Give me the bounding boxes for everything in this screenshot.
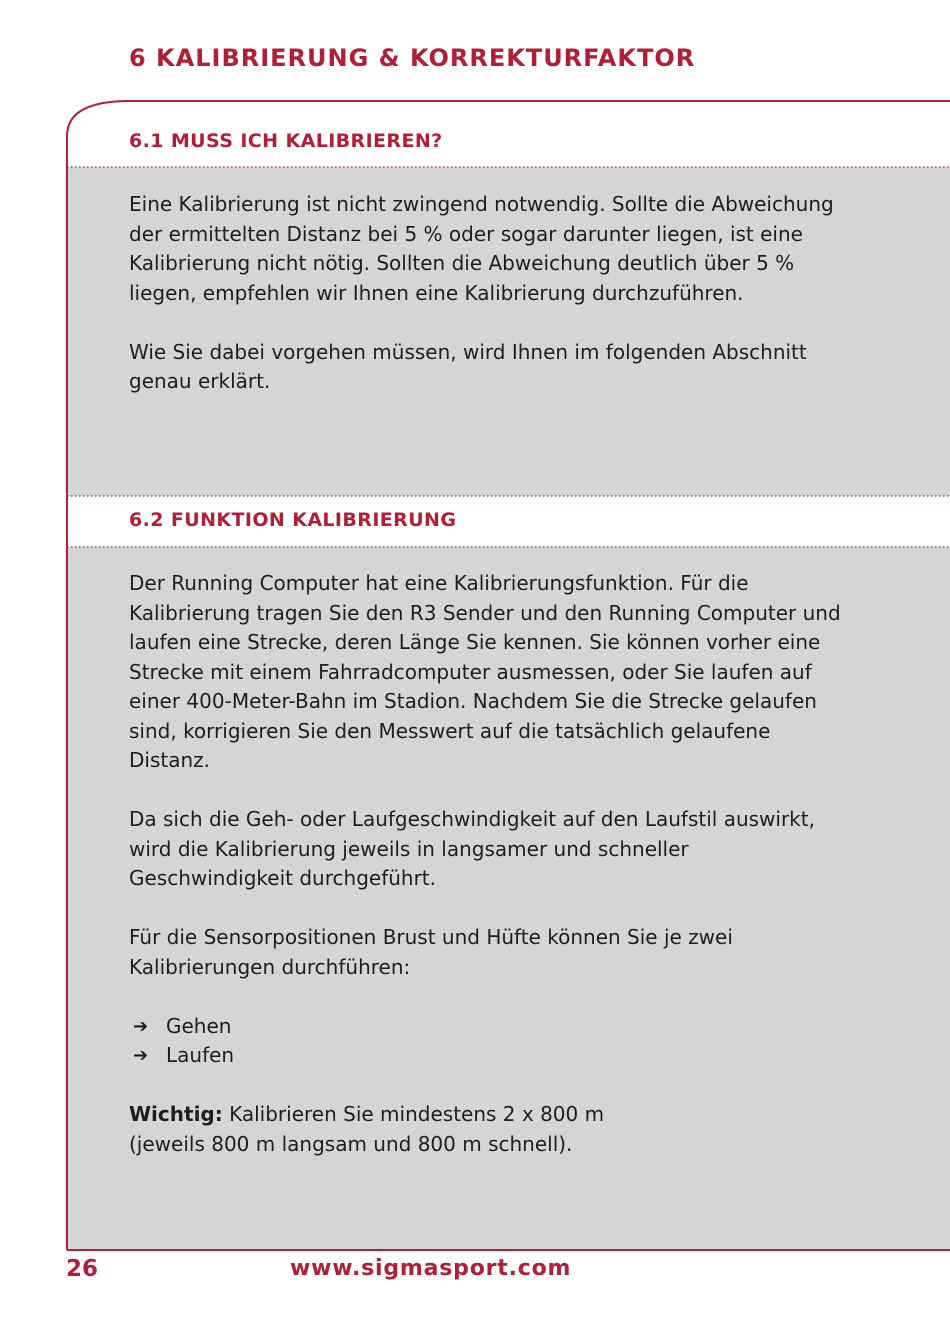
list-item-label: Laufen [166,1043,235,1067]
list-item-label: Gehen [166,1013,232,1038]
section1-body [129,190,849,426]
note-label: Wichtig: [129,1102,223,1126]
calibration-list [129,1012,849,1071]
section2-paragraph: Da sich die Geh- oder Laufgeschwindigkeit auf den Laufstil auswirkt, wird die Kalibrierung jeweils in langsamer und schneller Geschwindigkeit durchgeführt. [129,807,815,890]
section1-paragraph: Eine Kalibrierung ist nicht zwingend notwendig. Sollte die Abweichung der ermittelten Distanz bei 5 % oder sogar darunter liegen, ist eine Kalibrierung nicht nötig. Sollten die Abweichung deutlich über 5 % liegen, empfehlen wir Ihnen eine Kalibrierung durchzuführen. [129,192,834,305]
page-number: 26 [66,1256,99,1282]
arrow-right-icon: ➔ [133,1015,149,1037]
list-item [129,1041,849,1071]
section2-body [129,569,849,1189]
note-line1: Kalibrieren Sie mindestens 2 x 800 m [222,1102,605,1126]
section2-heading: 6.2 FUNKTION KALIBRIERUNG [129,509,457,531]
section1-heading: 6.1 MUSS ICH KALIBRIEREN? [129,130,443,152]
website-url: www.sigmasport.com [290,1256,572,1281]
section2-paragraph: Der Running Computer hat eine Kalibrierungsfunktion. Für die Kalibrierung tragen Sie den R3 Sender und den Running Computer und laufen eine Strecke, deren Länge Sie kennen. Sie können vorher eine Strecke mit einem Fahrradcomputer ausmessen, oder Sie laufen auf einer 400-Meter-Bahn im Stadion. Nachdem Sie die Strecke gelaufen sind, korrigieren Sie den Messwert auf die tatsächlich gelaufene Distanz. [129,571,841,772]
important-note [129,1100,849,1159]
note-line2: (jeweils 800 m langsam und 800 m schnell). [129,1131,573,1156]
arrow-right-icon: ➔ [133,1045,149,1066]
section2-paragraph: Für die Sensorpositionen Brust und Hüfte können Sie je zwei Kalibrierungen durchführen: [129,925,733,979]
list-item [129,1012,849,1042]
chapter-title: 6 KALIBRIERUNG & KORREKTURFAKTOR [129,44,696,72]
section1-paragraph: Wie Sie dabei vorgehen müssen, wird Ihnen im folgenden Abschnitt genau erklärt. [129,339,807,393]
